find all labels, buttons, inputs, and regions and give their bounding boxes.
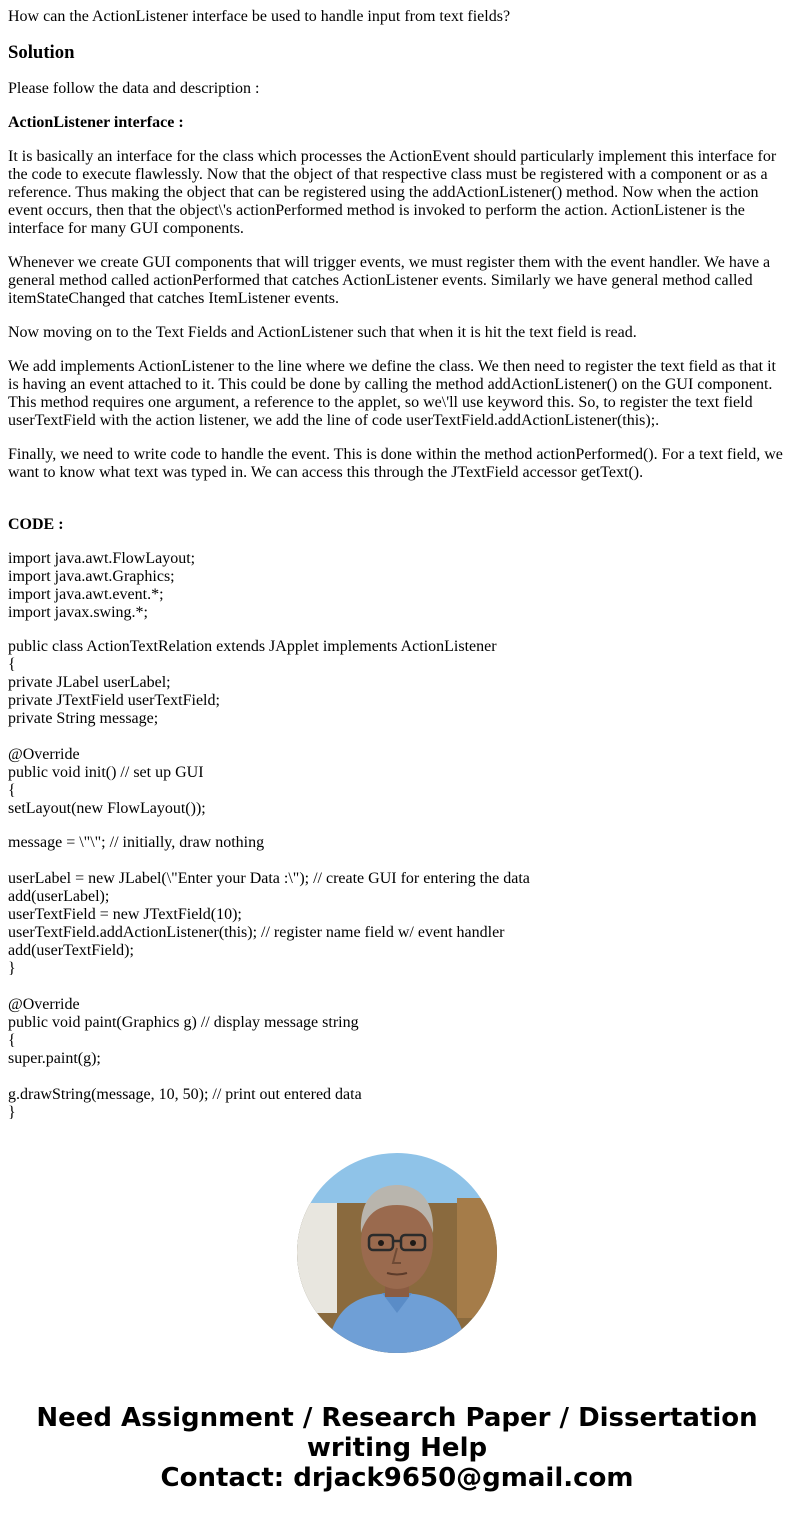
- code-class-declaration: [8, 638, 786, 818]
- code-line: private JLabel userLabel;: [8, 674, 171, 691]
- avatar-eye-left: [378, 1240, 384, 1246]
- code-line: g.drawString(message, 10, 50); // print out entered data: [8, 1086, 362, 1103]
- code-line: private JTextField userTextField;: [8, 692, 220, 709]
- code-line: import javax.swing.*;: [8, 604, 148, 621]
- code-line: super.paint(g);: [8, 1050, 101, 1067]
- code-line: private String message;: [8, 710, 159, 727]
- banner-line-1: Need Assignment / Research Paper / Dissertation: [36, 1403, 758, 1433]
- code-line: @Override: [8, 996, 80, 1013]
- question-text: How can the ActionListener interface be used to handle input from text fields?: [8, 8, 511, 25]
- section-heading-label: ActionListener interface :: [8, 114, 184, 131]
- code-line: setLayout(new FlowLayout());: [8, 800, 206, 817]
- code-heading-label: CODE :: [8, 516, 64, 533]
- section-heading: [8, 114, 786, 132]
- code-line: import java.awt.event.*;: [8, 586, 164, 603]
- code-line: userTextField.addActionListener(this); // register name field w/ event handler: [8, 924, 505, 941]
- avatar-wall-panel: [297, 1203, 337, 1313]
- blank-line: [8, 978, 786, 996]
- code-line: userTextField = new JTextField(10);: [8, 906, 242, 923]
- blank-line: [8, 852, 786, 870]
- paragraph-5: Finally, we need to write code to handle the event. This is done within the method actionPerformed(). For a text field, we want to know what text was typed in. We can access this through the JTextField accessor getText().: [8, 446, 783, 481]
- code-line: }: [8, 960, 16, 977]
- code-line: import java.awt.Graphics;: [8, 568, 175, 585]
- banner-contact-line: Contact: drjack9650@gmail.com: [160, 1463, 634, 1493]
- code-line: @Override: [8, 746, 80, 763]
- code-heading: [8, 516, 786, 534]
- banner-line-2: writing Help: [306, 1433, 488, 1463]
- code-line: message = \"\"; // initially, draw nothing: [8, 834, 265, 851]
- code-init-body: [8, 834, 786, 1122]
- code-line: public class ActionTextRelation extends JApplet implements ActionListener: [8, 638, 497, 655]
- code-line: public void paint(Graphics g) // display message string: [8, 1014, 359, 1031]
- author-avatar: [297, 1153, 497, 1353]
- paragraph-4: We add implements ActionListener to the line where we define the class. We then need to register the text field as that it is having an event attached to it. This could be done by calling the method addActionListener() on the GUI component. This method requires one argument, a reference to the applet, so we\'ll use keyword this. So, to register the text field userTextField with the action listener, we add the line of code userTextField.addActionListener(this);.: [8, 358, 776, 429]
- paragraph-1: It is basically an interface for the class which processes the ActionEvent should particularly implement this interface for the code to execute flawlessly. Now that the object of that respective class must be registered with a component or as a reference. Thus making the object that can be registered using the addActionListener() method. Now when the action event occurs, then that the object\'s actionPerformed method is invoked to perform the action. ActionListener is the interface for many GUI components.: [8, 148, 777, 237]
- paragraph-2: Whenever we create GUI components that will trigger events, we must register them with the event handler. We have a general method called actionPerformed that catches ActionListener events. Similarly we have general method called itemStateChanged that catches ItemListener events.: [8, 254, 771, 307]
- author-photo-illustration: [297, 1153, 497, 1353]
- intro-text: Please follow the data and description :: [8, 80, 260, 97]
- avatar-door-panel: [457, 1198, 497, 1318]
- code-line: public void init() // set up GUI: [8, 764, 204, 781]
- code-imports: [8, 550, 786, 622]
- code-line: import java.awt.FlowLayout;: [8, 550, 196, 567]
- code-line: {: [8, 782, 16, 799]
- blank-line: [8, 728, 786, 746]
- contact-banner: [0, 1403, 794, 1493]
- code-line: add(userTextField);: [8, 942, 134, 959]
- code-line: userLabel = new JLabel(\"Enter your Data :\"); // create GUI for entering the data: [8, 870, 530, 887]
- blank-line: [8, 1068, 786, 1086]
- solution-heading: Solution: [8, 42, 75, 63]
- code-line: {: [8, 656, 16, 673]
- avatar-eye-right: [410, 1240, 416, 1246]
- paragraph-3: Now moving on to the Text Fields and ActionListener such that when it is hit the text field is read.: [8, 324, 637, 341]
- code-line: {: [8, 1032, 16, 1049]
- document-body: [8, 8, 786, 1138]
- code-line: add(userLabel);: [8, 888, 110, 905]
- code-line: }: [8, 1104, 16, 1121]
